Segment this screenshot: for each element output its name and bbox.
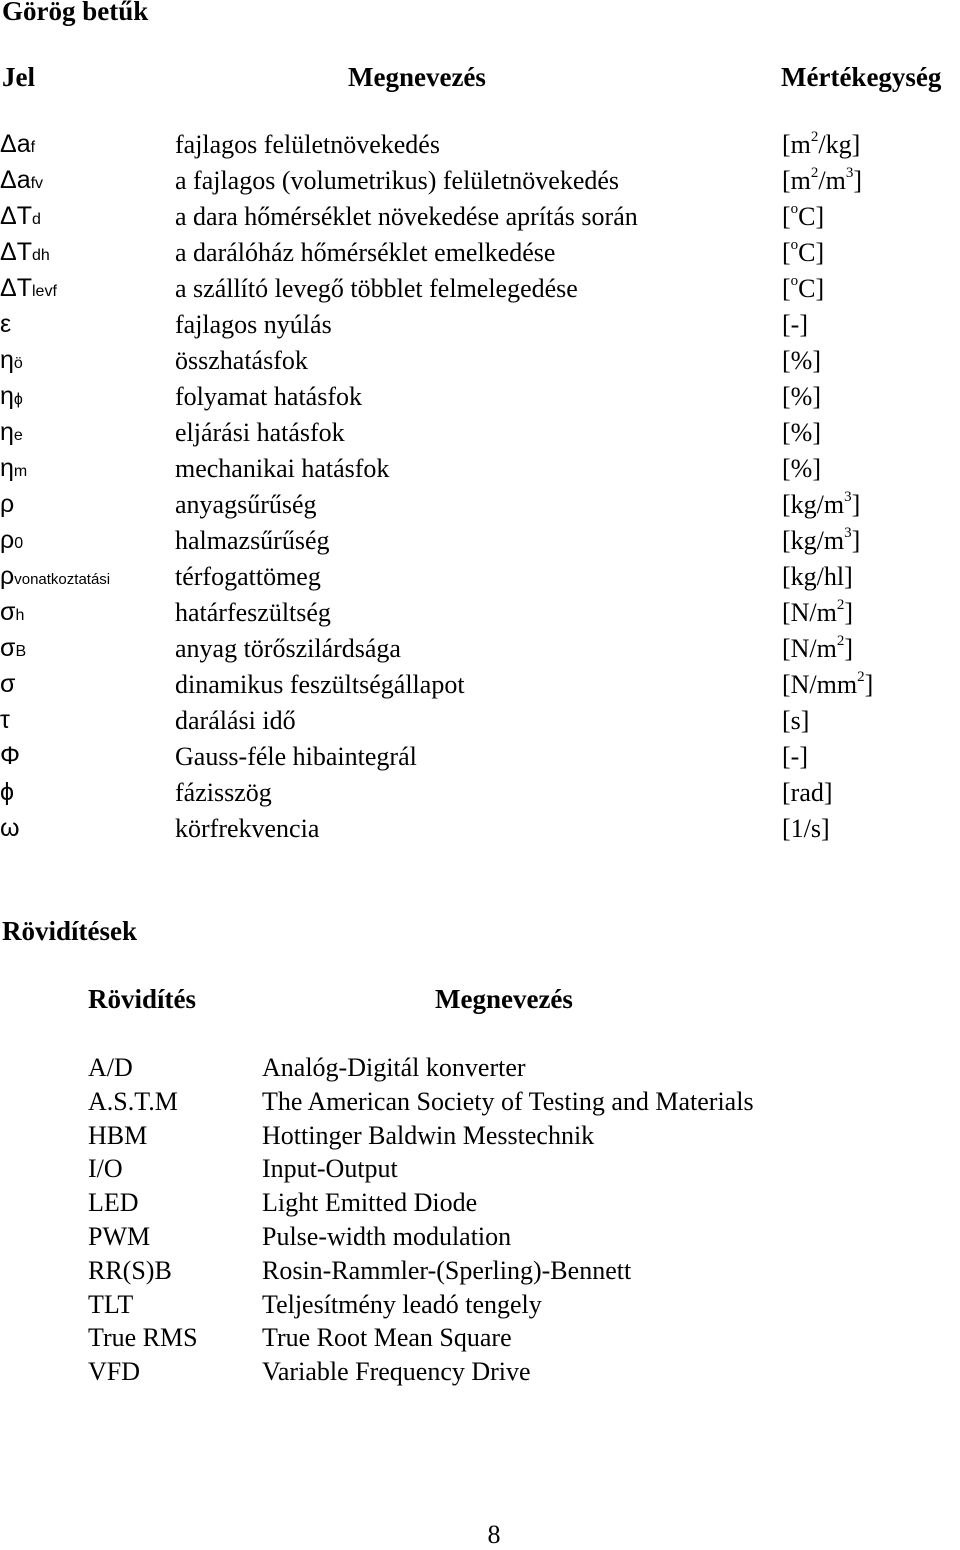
- unit-text: [-]: [782, 310, 808, 339]
- symbol-base: ϕ: [0, 778, 15, 806]
- abbreviation: I/O: [88, 1154, 123, 1184]
- symbol-subscript: levf: [31, 283, 57, 300]
- symbol-description: térfogattömeg: [175, 562, 321, 591]
- abbreviation-row: [0, 1053, 960, 1087]
- symbol-unit: [782, 346, 821, 376]
- symbol-description: a szállító levegő többlet felmelegedése: [175, 274, 578, 303]
- symbol-base: Δa: [0, 130, 31, 158]
- abbreviation-row: [0, 1154, 960, 1188]
- unit-text: [-]: [782, 742, 808, 771]
- abbreviation-table: [0, 1053, 960, 1391]
- unit-text: [kg/hl]: [782, 562, 853, 591]
- symbol-unit: [782, 454, 821, 484]
- abbreviation: True RMS: [88, 1323, 198, 1353]
- symbol-description: határfeszültség: [175, 598, 331, 627]
- unit-exponent: 3: [845, 165, 854, 182]
- symbol-row: [0, 598, 960, 634]
- symbol-subscript: d: [31, 211, 41, 228]
- symbol-unit: [782, 598, 853, 628]
- symbol-row: [0, 346, 960, 382]
- symbol-subscript: fv: [30, 175, 44, 192]
- unit-text: ]: [851, 490, 861, 519]
- abbreviation-row: [0, 1256, 960, 1290]
- symbol-unit: [782, 778, 833, 808]
- symbol-row: [0, 526, 960, 562]
- abbreviation: A.S.T.M: [88, 1086, 178, 1116]
- symbol-unit: [782, 202, 824, 232]
- symbol-base: η: [0, 346, 14, 374]
- symbol-unit: [782, 742, 808, 772]
- unit-text: [N/mm: [782, 670, 858, 699]
- unit-text: C]: [798, 274, 825, 303]
- symbol-subscript: h: [15, 607, 25, 624]
- symbol-base: τ: [0, 706, 10, 734]
- unit-text: [N/m: [782, 598, 837, 627]
- symbol-base: σ: [0, 670, 16, 698]
- symbol-base: Φ: [0, 742, 20, 770]
- symbol-row: [0, 310, 960, 346]
- unit-text: [%]: [782, 454, 821, 483]
- symbol-base: η: [0, 382, 14, 410]
- unit-text: [%]: [782, 346, 821, 375]
- symbol-unit: [782, 634, 853, 664]
- abbreviation-description: True Root Mean Square: [262, 1323, 512, 1353]
- unit-text: ]: [864, 670, 874, 699]
- unit-text: ]: [844, 634, 854, 663]
- symbol-row: [0, 454, 960, 490]
- abbreviation: RR(S)B: [88, 1255, 172, 1285]
- unit-exponent: 2: [810, 165, 819, 182]
- page-number: 8: [487, 1520, 501, 1549]
- unit-exponent: 2: [857, 669, 865, 686]
- unit-exponent: o: [790, 273, 799, 290]
- symbol-description: halmazsűrűség: [175, 526, 330, 555]
- symbol-base: ΔT: [0, 238, 32, 266]
- symbol: [0, 454, 27, 483]
- symbol: [0, 274, 57, 303]
- symbol-base: ρ: [0, 526, 15, 554]
- symbol-description: a fajlagos (volumetrikus) felületnövekedés: [175, 166, 620, 195]
- symbol-base: σ: [0, 598, 16, 626]
- unit-text: [: [782, 274, 791, 303]
- symbol-unit: [782, 238, 824, 268]
- symbol: [0, 382, 23, 411]
- abbreviation-description: Rosin-Rammler-(Sperling)-Bennett: [262, 1255, 632, 1285]
- symbol-subscript: ö: [13, 355, 23, 372]
- abbreviation: LED: [88, 1188, 139, 1218]
- symbol-subscript: ϕ: [13, 391, 23, 408]
- symbol-unit: [782, 382, 821, 412]
- symbol-unit: [782, 526, 860, 556]
- symbol-row: [0, 634, 960, 670]
- symbol-description: anyagsűrűség: [175, 490, 317, 519]
- unit-exponent: o: [790, 237, 799, 254]
- symbol-subscript: 0: [14, 535, 24, 552]
- header-unit: Mértékegység: [781, 62, 942, 92]
- symbol: [0, 310, 11, 339]
- symbol-description: összhatásfok: [175, 346, 308, 375]
- unit-text: [%]: [782, 382, 821, 411]
- symbol-description: mechanikai hatásfok: [175, 454, 390, 483]
- unit-text: [m: [782, 130, 811, 159]
- symbol-unit: [782, 670, 873, 700]
- symbol-description: a darálóház hőmérséklet emelkedése: [175, 238, 556, 267]
- symbol: [0, 670, 15, 699]
- unit-exponent: 3: [844, 489, 852, 506]
- abbreviation-row: [0, 1121, 960, 1155]
- symbol: [0, 346, 23, 375]
- abbreviation-description: Input-Output: [262, 1154, 398, 1184]
- abbreviation-row: [0, 1357, 960, 1391]
- symbol: [0, 634, 26, 663]
- symbol: [0, 526, 23, 555]
- symbol-subscript: e: [13, 427, 23, 444]
- symbol: [0, 130, 35, 159]
- symbol-description: a dara hőmérséklet növekedése aprítás során: [175, 202, 638, 231]
- abbreviation-row: [0, 1290, 960, 1324]
- unit-exponent: o: [790, 201, 799, 218]
- unit-text: [s]: [782, 706, 810, 735]
- symbol-row: [0, 670, 960, 706]
- symbol-description: eljárási hatásfok: [175, 418, 345, 447]
- symbol-row: [0, 202, 960, 238]
- symbol-subscript: f: [30, 139, 36, 156]
- abbreviations-title: Rövidítések: [2, 916, 137, 946]
- unit-text: /m: [818, 166, 846, 195]
- symbol-row: [0, 490, 960, 526]
- symbol-description: darálási idő: [175, 706, 296, 735]
- abbreviation-description: Pulse-width modulation: [262, 1221, 512, 1251]
- symbol-base: ε: [0, 310, 12, 338]
- symbol-description: dinamikus feszültségállapot: [175, 670, 465, 699]
- symbol-base: η: [0, 418, 14, 446]
- symbol-row: [0, 706, 960, 742]
- abbreviation-description: Hottinger Baldwin Messtechnik: [262, 1120, 595, 1150]
- symbol-row: [0, 130, 960, 166]
- header-abbreviation-name: Megnevezés: [435, 984, 573, 1014]
- unit-text: [m: [782, 166, 811, 195]
- abbreviation: VFD: [88, 1357, 141, 1387]
- abbreviation-description: Analóg-Digitál konverter: [262, 1053, 526, 1082]
- header-symbol: Jel: [2, 62, 35, 92]
- symbol-unit: [782, 814, 830, 844]
- unit-text: [%]: [782, 418, 821, 447]
- unit-text: C]: [798, 238, 825, 267]
- abbreviation-row: [0, 1188, 960, 1222]
- unit-text: [rad]: [782, 778, 833, 807]
- abbreviation-description: Teljesítmény leadó tengely: [262, 1289, 542, 1319]
- symbol-row: [0, 562, 960, 598]
- symbol: [0, 202, 41, 231]
- symbol-base: ω: [0, 814, 20, 842]
- abbreviation-description: Light Emitted Diode: [262, 1188, 478, 1218]
- symbol-row: [0, 418, 960, 454]
- symbol-unit: [782, 310, 808, 340]
- symbol-base: ρ: [0, 490, 15, 518]
- symbol-base: ρ: [0, 562, 15, 590]
- symbol-row: [0, 778, 960, 814]
- symbol-row: [0, 238, 960, 274]
- unit-text: [kg/m: [782, 490, 845, 519]
- unit-text: [: [782, 238, 791, 267]
- symbol: [0, 778, 14, 807]
- header-abbreviation: Rövidítés: [88, 984, 196, 1014]
- symbol-row: [0, 814, 960, 850]
- unit-text: [: [782, 202, 791, 231]
- greek-letters-title: Görög betűk: [2, 0, 149, 26]
- abbreviation-row: [0, 1323, 960, 1357]
- unit-exponent: 2: [836, 597, 845, 614]
- unit-text: C]: [798, 202, 825, 231]
- symbol: [0, 742, 20, 771]
- symbol-row: [0, 382, 960, 418]
- symbol-subscript: vonatkoztatási: [14, 571, 111, 588]
- abbreviation: A/D: [88, 1053, 133, 1082]
- unit-text: ]: [853, 166, 863, 195]
- symbol-description: fajlagos nyúlás: [175, 310, 332, 339]
- symbol: [0, 706, 10, 735]
- unit-text: [1/s]: [782, 814, 830, 843]
- symbol-base: η: [0, 454, 14, 482]
- unit-exponent: 2: [810, 129, 819, 146]
- symbol-unit: [782, 166, 862, 196]
- abbreviation: PWM: [88, 1221, 151, 1251]
- header-name: Megnevezés: [348, 62, 486, 92]
- symbol-description: fajlagos felületnövekedés: [175, 130, 440, 159]
- symbol-description: anyag törőszilárdsága: [175, 634, 401, 663]
- symbol-unit: [782, 418, 821, 448]
- symbol-description: körfrekvencia: [175, 814, 320, 843]
- symbol-row: [0, 742, 960, 778]
- symbol-unit: [782, 274, 824, 304]
- symbol-row: [0, 166, 960, 202]
- abbreviation-row: [0, 1222, 960, 1256]
- symbol: [0, 814, 20, 843]
- symbol: [0, 562, 110, 591]
- symbol-base: σ: [0, 634, 16, 662]
- abbreviation-row: [0, 1087, 960, 1121]
- symbol: [0, 490, 14, 519]
- abbreviation-description: Variable Frequency Drive: [262, 1357, 531, 1387]
- symbol-base: ΔT: [0, 274, 32, 302]
- symbol: [0, 238, 50, 267]
- unit-exponent: 3: [844, 525, 852, 542]
- abbreviation: HBM: [88, 1120, 148, 1150]
- unit-text: ]: [844, 598, 854, 627]
- abbreviation: TLT: [88, 1289, 134, 1319]
- symbol-description: Gauss-féle hibaintegrál: [175, 742, 417, 771]
- symbol-base: ΔT: [0, 202, 32, 230]
- symbol: [0, 598, 24, 627]
- symbol-row: [0, 274, 960, 310]
- symbol-unit: [782, 562, 853, 592]
- symbol-subscript: B: [15, 643, 27, 660]
- unit-text: [kg/m: [782, 526, 845, 555]
- symbol: [0, 166, 43, 195]
- symbol-base: Δa: [0, 166, 31, 194]
- greek-symbol-table: [0, 130, 960, 850]
- symbol-description: fázisszög: [175, 778, 272, 807]
- symbol-unit: [782, 130, 860, 160]
- abbreviation-description: The American Society of Testing and Materials: [262, 1086, 754, 1116]
- symbol-unit: [782, 490, 860, 520]
- symbol-unit: [782, 706, 809, 736]
- symbol-subscript: m: [13, 463, 28, 480]
- unit-text: ]: [851, 526, 861, 555]
- symbol: [0, 418, 23, 447]
- unit-text: [N/m: [782, 634, 837, 663]
- unit-text: /kg]: [818, 130, 861, 159]
- symbol-description: folyamat hatásfok: [175, 382, 362, 411]
- unit-exponent: 2: [836, 633, 845, 650]
- symbol-subscript: dh: [31, 247, 50, 264]
